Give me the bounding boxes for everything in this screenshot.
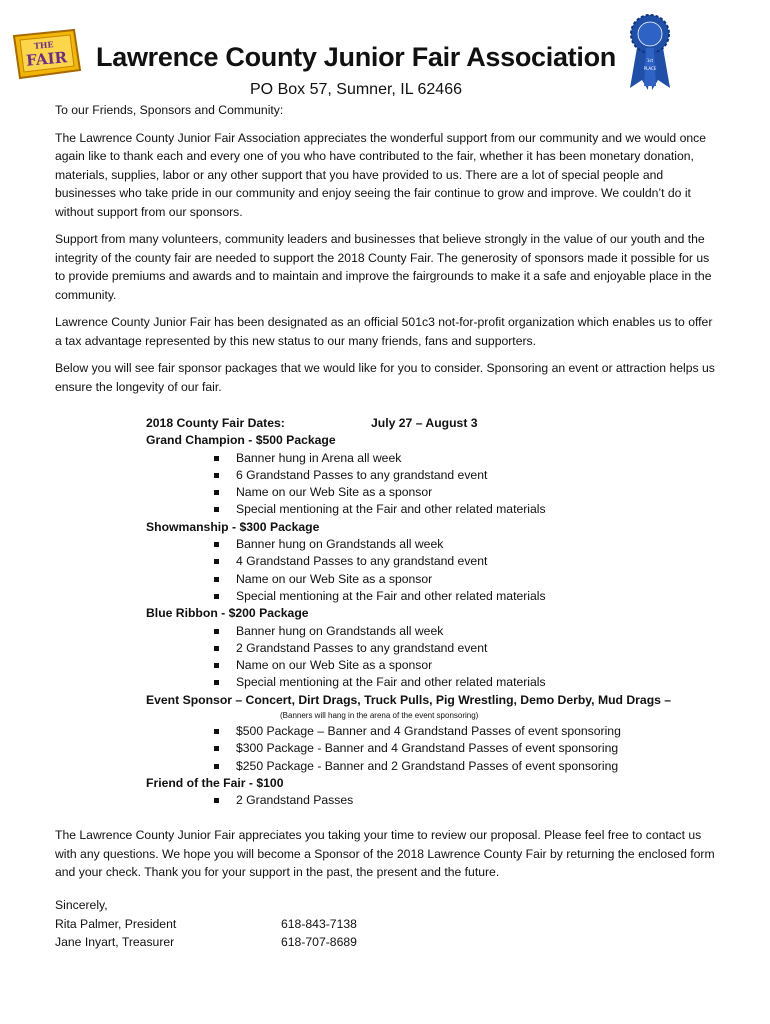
list-item: 2 Grandstand Passes to any grandstand event (214, 640, 686, 657)
page-title: Lawrence County Junior Fair Association (96, 42, 616, 72)
signer-name: Jane Inyart, Treasurer (55, 935, 175, 949)
svg-text:THE: THE (33, 39, 54, 51)
package-title: Grand Champion - $500 Package (146, 433, 336, 448)
package-list (146, 450, 686, 519)
event-sponsor-title: Event Sponsor – Concert, Dirt Drags, Truck Pulls, Pig Wrestling, Demo Derby, Mud Drags – (146, 692, 672, 707)
package-list (146, 536, 686, 605)
valediction: Sincerely, (55, 898, 108, 912)
list-item: 6 Grandstand Passes to any grandstand event (214, 467, 686, 484)
paragraph: Lawrence County Junior Fair has been designated as an official 501c3 not-for-profit organization which enables us to offer a tax advantage represented by this new status to our many friends, fans and supporters. (55, 315, 713, 348)
paragraph: Below you will see fair sponsor packages that we would like for you to consider. Sponsoring an event or attraction helps us ensure the longevity of our fair. (55, 361, 715, 394)
list-item: Banner hung on Grandstands all week (214, 536, 686, 553)
list-item: $500 Package – Banner and 4 Grandstand Passes of event sponsoring (214, 723, 686, 740)
svg-text:FAIR: FAIR (25, 48, 68, 70)
sponsor-packages (146, 415, 686, 810)
fair-dates (146, 415, 686, 432)
signer-phone: 618-707-8689 (281, 935, 357, 949)
list-item: Banner hung in Arena all week (214, 450, 686, 467)
list-item: $250 Package - Banner and 2 Grandstand Passes of event sponsoring (214, 758, 686, 775)
fair-dates-label: 2018 County Fair Dates: (146, 416, 285, 430)
friend-of-fair-list (146, 792, 686, 809)
list-item: 4 Grandstand Passes to any grandstand event (214, 553, 686, 570)
paragraph: Support from many volunteers, community leaders and businesses that believe strongly in the value of our youth and the integrity of the county fair are needed to support the 2018 County Fair. The generosity of sponsors made it possible for us to provide premiums and awards and to maintain and improve the fairgrounds to make it a safe and enjoyable place in the community. (55, 232, 712, 302)
list-item: Special mentioning at the Fair and other related materials (214, 588, 686, 605)
signer-phone: 618-843-7138 (281, 916, 357, 931)
address: PO Box 57, Sumner, IL 62466 (250, 81, 462, 98)
signer-row (55, 933, 455, 952)
list-item: Name on our Web Site as a sponsor (214, 484, 686, 501)
friend-of-fair-title: Friend of the Fair - $100 (146, 775, 284, 790)
signer-name: Rita Palmer, President (55, 916, 177, 931)
blue-ribbon-icon (622, 12, 678, 92)
list-item: 2 Grandstand Passes (214, 792, 686, 809)
list-item: Special mentioning at the Fair and other related materials (214, 674, 686, 691)
package-title: Showmanship - $300 Package (146, 519, 320, 534)
list-item: Banner hung on Grandstands all week (214, 623, 686, 640)
fair-logo-icon (10, 26, 82, 82)
list-item: Name on our Web Site as a sponsor (214, 571, 686, 588)
svg-text:1st: 1st (646, 58, 654, 63)
package-title: Blue Ribbon - $200 Package (146, 606, 309, 621)
fair-dates-value: July 27 – August 3 (371, 416, 478, 430)
signer-row (55, 915, 455, 934)
paragraph: The Lawrence County Junior Fair Association appreciates the wonderful support from our community and we would once again like to thank each and every one of you who have contributed to the fair, whether it has been monetary donation, materials, supplies, labor or any other support that you have provided to us. There are a lot of special people and businesses who take pride in our community and enjoy seeing the fair continue to grow and improve. We couldn’t do it without support from our sponsors. (55, 130, 707, 219)
package-list (146, 623, 686, 692)
event-sponsor-note: (Banners will hang in the arena of the event sponsoring) (280, 711, 479, 721)
signature-block (55, 896, 455, 952)
greeting: To our Friends, Sponsors and Community: (55, 103, 284, 117)
list-item: $300 Package - Banner and 4 Grandstand Passes of event sponsoring (214, 740, 686, 757)
event-sponsor-list (146, 723, 686, 775)
svg-text:PLACE: PLACE (643, 66, 657, 71)
list-item: Special mentioning at the Fair and other related materials (214, 501, 686, 518)
list-item: Name on our Web Site as a sponsor (214, 657, 686, 674)
closing-paragraph: The Lawrence County Junior Fair appreciates you taking your time to review our proposal. Please feel free to contact us with any questions. We hope you will become a Sponsor of the 2018 Lawrence County Fair by returning the enclosed form and your check. Thank you for your support in the past, the present and the future. (55, 828, 715, 879)
letter-body (55, 101, 720, 405)
